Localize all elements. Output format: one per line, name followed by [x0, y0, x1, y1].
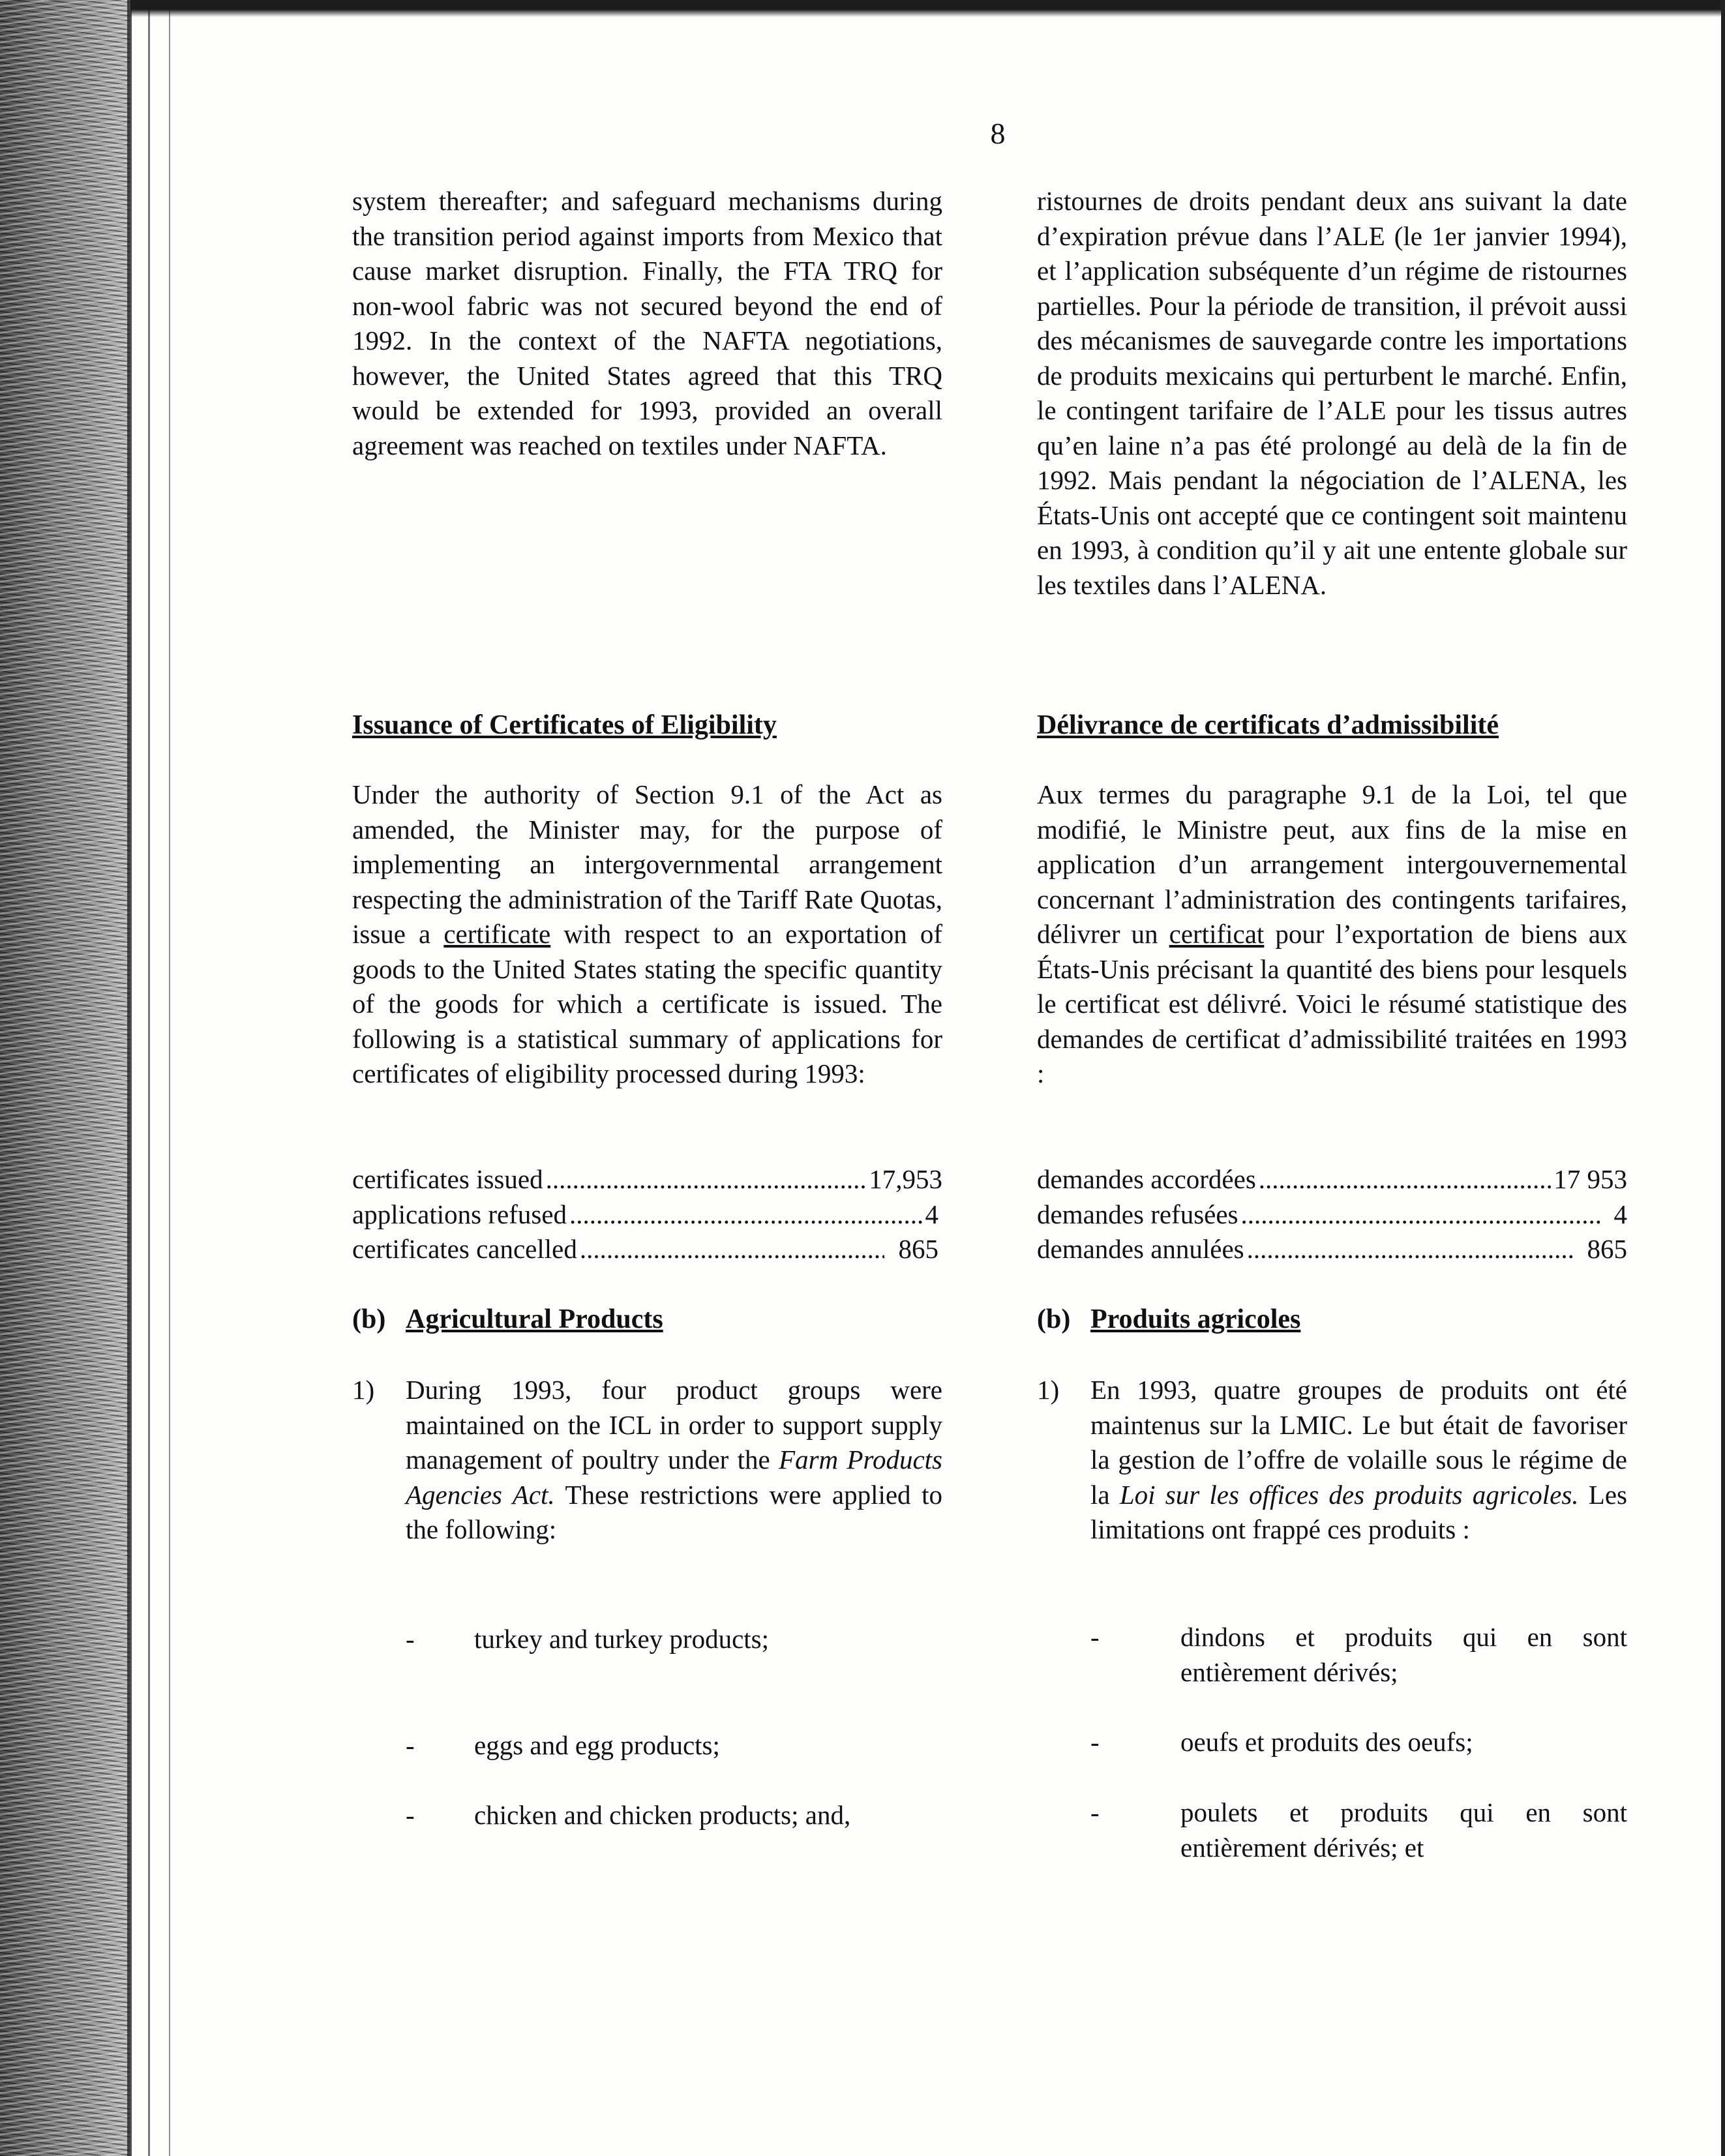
right-stat-row — [1037, 1232, 1627, 1267]
left-heading-block — [352, 708, 942, 743]
right-stats-block — [1037, 1162, 1627, 1267]
right-bullet-2 — [1037, 1725, 1627, 1760]
left-item-text-post: These restrictions were applied to the following: — [406, 1479, 942, 1544]
scan-right-edge — [1721, 0, 1725, 2156]
left-subsection-row — [352, 1302, 942, 1338]
right-stat-label: demandes refusées — [1037, 1199, 1238, 1229]
left-item-act-title: Farm Products Agencies Act. — [406, 1445, 942, 1510]
left-bullet-row — [352, 1622, 942, 1657]
bullet-dash: - — [1090, 1797, 1100, 1827]
right-bullet-1 — [1037, 1620, 1627, 1690]
right-bullet-text: poulets et produits qui en sont entièrement dérivés; et — [1180, 1797, 1627, 1863]
right-item-text-post: Les limitations ont frappé ces produits : — [1090, 1479, 1627, 1544]
left-intro-block — [352, 184, 942, 463]
left-bullet-row — [352, 1798, 942, 1833]
left-stat-value: 17,953 — [869, 1164, 942, 1194]
bullet-dash: - — [406, 1800, 415, 1830]
left-body-underlined-term: certificate — [443, 919, 551, 949]
left-stat-value: 4 — [925, 1199, 938, 1229]
right-stat-label: demandes annulées — [1037, 1234, 1244, 1264]
right-bullet-row — [1037, 1725, 1627, 1760]
left-item-row — [352, 1373, 942, 1548]
page-edges — [127, 0, 202, 2156]
right-stat-row — [1037, 1197, 1627, 1233]
right-subsection-letter: (b) — [1037, 1304, 1071, 1334]
left-bullet-text: turkey and turkey products; — [474, 1624, 770, 1654]
page-number: 8 — [990, 117, 1006, 150]
right-body-text-pre: Aux termes du paragraphe 9.1 de la Loi, tel que modifié, le Ministre peut, aux fins de la mise en application d’un arrangement intergouvernemental concernant l’administration des contingents tarifaires, délivrer un — [1037, 779, 1627, 949]
left-stat-row — [352, 1162, 942, 1197]
right-body-text-post: pour l’exportation de biens aux États-Unis précisant la quantité des biens pour lesquels le certificat est délivré. Voici le résumé statistique des demandes de certificat d’admissibilité traitées en 1993 : — [1037, 919, 1627, 1088]
right-subsection-title: Produits agricoles — [1090, 1304, 1301, 1334]
left-item-text-pre: During 1993, four product groups were maintained on the ICL in order to support supply management of poultry under the — [406, 1375, 942, 1475]
bullet-dash: - — [1090, 1727, 1100, 1757]
left-stat-row — [352, 1197, 942, 1233]
dot-leader — [569, 1197, 922, 1233]
dot-leader — [1259, 1162, 1551, 1197]
left-subsection-letter: (b) — [352, 1304, 386, 1334]
left-section-heading: Issuance of Certificates of Eligibility — [352, 710, 777, 740]
left-body-paragraph — [352, 777, 942, 1092]
right-item-text — [1090, 1373, 1627, 1548]
right-body-block — [1037, 777, 1627, 1092]
right-bullet-row — [1037, 1795, 1627, 1865]
right-heading-block — [1037, 708, 1627, 743]
left-stat-value: 865 — [898, 1234, 938, 1264]
left-bullet-row — [352, 1728, 942, 1763]
left-item-text — [406, 1373, 942, 1548]
left-subsection-title: Agricultural Products — [406, 1304, 663, 1334]
left-bullet-3 — [352, 1798, 942, 1833]
right-item-text-pre: En 1993, quatre groupes de produits ont été maintenus sur la LMIC. Le but était de favoriser la gestion de l’offre de volaille sous le régime de la — [1090, 1375, 1627, 1510]
left-stat-label: certificates cancelled — [352, 1234, 577, 1264]
dot-leader — [1241, 1197, 1600, 1233]
right-item-row — [1037, 1373, 1627, 1548]
left-bullet-text: eggs and egg products; — [474, 1730, 720, 1760]
left-bullet-2 — [352, 1728, 942, 1763]
left-body-block — [352, 777, 942, 1092]
left-subsection-heading — [352, 1302, 942, 1338]
right-subsection-heading — [1037, 1302, 1627, 1338]
right-intro-paragraph: ristournes de droits pendant deux ans suivant la date d’expiration prévue dans l’ALE (le 1er janvier 1994), et l’application subséquente d’un régime de ristournes partielles. Pour la période de transition, il prévoit aussi des mécanismes de sauvegarde contre les importations de produits mexicains qui perturbent le marché. Enfin, le contingent tarifaire de l’ALE pour les tissus autres qu’en laine n’a pas été prolongé au delà de la fin de 1992. Mais pendant la négociation de l’ALENA, les États-Unis ont accepté que ce contingent soit maintenu en 1993, à condition qu’il y ait une entente globale sur les textiles dans l’ALENA. — [1037, 186, 1627, 600]
bullet-dash: - — [1090, 1622, 1100, 1652]
right-stat-value: 17 953 — [1553, 1164, 1627, 1194]
left-body-text-post: with respect to an exportation of goods to the United States stating the specific quantity of the goods for which a certificate is issued. The following is a statistical summary of applications for certificates of eligibility processed during 1993: — [352, 919, 943, 1088]
right-stat-value: 4 — [1613, 1199, 1627, 1229]
binding-edge — [0, 0, 130, 2156]
right-item-act-title: Loi sur les offices des produits agricoles. — [1119, 1479, 1579, 1510]
right-bullet-text: oeufs et produits des oeufs; — [1180, 1727, 1473, 1757]
bullet-dash: - — [406, 1730, 415, 1760]
dot-leader — [1247, 1232, 1573, 1267]
left-stats-block — [352, 1162, 942, 1267]
right-bullet-row — [1037, 1620, 1627, 1690]
right-item-number: 1) — [1037, 1375, 1060, 1405]
left-numbered-item — [352, 1373, 942, 1548]
scan-top-edge — [130, 0, 1725, 17]
bullet-dash: - — [406, 1624, 415, 1654]
right-stat-label: demandes accordées — [1037, 1164, 1256, 1194]
right-bullet-text: dindons et produits qui en sont entièrement dérivés; — [1180, 1622, 1627, 1687]
dot-leader — [546, 1162, 867, 1197]
right-stat-value: 865 — [1587, 1234, 1627, 1264]
left-bullet-text: chicken and chicken products; and, — [474, 1800, 851, 1830]
left-stat-label: applications refused — [352, 1199, 567, 1229]
right-stat-row — [1037, 1162, 1627, 1197]
left-stat-row — [352, 1232, 942, 1267]
dot-leader — [580, 1232, 884, 1267]
right-body-underlined-term: certificat — [1169, 919, 1265, 949]
right-section-heading: Délivrance de certificats d’admissibilité — [1037, 710, 1499, 740]
left-item-number: 1) — [352, 1375, 375, 1405]
right-bullet-3 — [1037, 1795, 1627, 1865]
right-subsection-row — [1037, 1302, 1627, 1338]
left-bullet-1 — [352, 1622, 942, 1657]
left-stat-label: certificates issued — [352, 1164, 543, 1194]
left-intro-paragraph: system thereafter; and safeguard mechanisms during the transition period against imports from Mexico that cause market disruption. Finally, the FTA TRQ for non-wool fabric was not secured beyond the end of 1992. In the context of the NAFTA negotiations, however, the United States agreed that this TRQ would be extended for 1993, provided an overall agreement was reached on textiles under NAFTA. — [352, 186, 942, 460]
right-intro-block — [1037, 184, 1627, 603]
left-body-text-pre: Under the authority of Section 9.1 of the Act as amended, the Minister may, for the purpose of implementing an intergovernmental arrangement respecting the administration of the Tariff Rate Quotas, issue a — [352, 779, 942, 949]
right-body-paragraph — [1037, 777, 1627, 1092]
right-numbered-item — [1037, 1373, 1627, 1548]
